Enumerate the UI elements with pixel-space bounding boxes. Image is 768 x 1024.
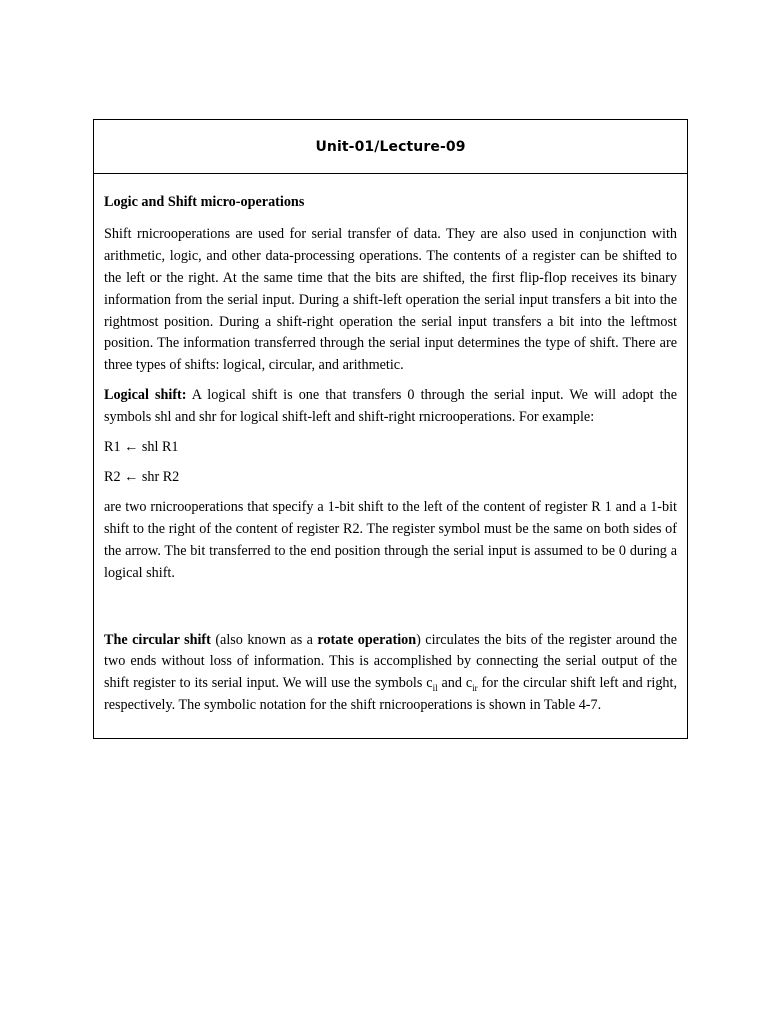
circular-text-2: ) circulates the bits of the register around the two ends without loss of information. This is accomplished by connecting the serial output of the shift register to its serial input. We will use the symbols c (104, 631, 677, 692)
logical-shift-explanation: are two rnicrooperations that specify a 1-bit shift to the left of the content of register R 1 and a 1-bit shift to the right of the content of register R2. The register symbol must be the same on both sides of the arrow. The bit transferred to the end position through the serial input is assumed to be 0 during a logical shift. (104, 498, 677, 581)
document-body (94, 174, 687, 717)
circular-shift-term: The circular shift (104, 631, 211, 648)
document-box (93, 119, 688, 739)
logical-shift-term: Logical shift: (104, 387, 187, 404)
cil-subscript: il (432, 683, 438, 694)
document-header (94, 120, 687, 174)
intro-paragraph: Shift rnicrooperations are used for serial transfer of data. They are also used in conjunction with arithmetic, logic, and other data-processing operations. The contents of a register can be shifted to the left or the right. At the same time that the bits are shifted, the first flip-flop receives its binary information from the serial input. During a shift-left operation the serial input transfers a bit into the rightmost position. During a shift-right operation the serial input transfers a bit into the leftmost position. The information transferred through the serial input determines the type of shift. There are three types of shifts: logical, circular, and arithmetic. (104, 225, 677, 374)
circular-text-3: and c (437, 675, 473, 692)
section-title: Logic and Shift micro-operations (104, 194, 305, 210)
logical-shift-paragraph (104, 385, 677, 429)
cir-subscript: ir (472, 683, 478, 694)
circular-shift-paragraph (104, 630, 677, 718)
circular-text-4: for the circular shift left and right, respectively. The symbolic notation for the shift rnicrooperations is shown in Table 4-7. (104, 675, 677, 714)
circular-text-1: (also known as a (210, 631, 318, 648)
rotate-operation-term: rotate operation (317, 631, 417, 648)
page-title: Unit-01/Lecture-09 (315, 138, 466, 155)
paragraph-gap (104, 593, 677, 630)
formula-shl: R1 ← shl R1 (104, 439, 179, 456)
logical-shift-text: A logical shift is one that transfers 0 through the serial input. We will adopt the symbols shl and shr for logical shift-left and shift-right rnicrooperations. For example: (104, 387, 677, 426)
formula-shr: R2 ← shr R2 (104, 468, 180, 485)
